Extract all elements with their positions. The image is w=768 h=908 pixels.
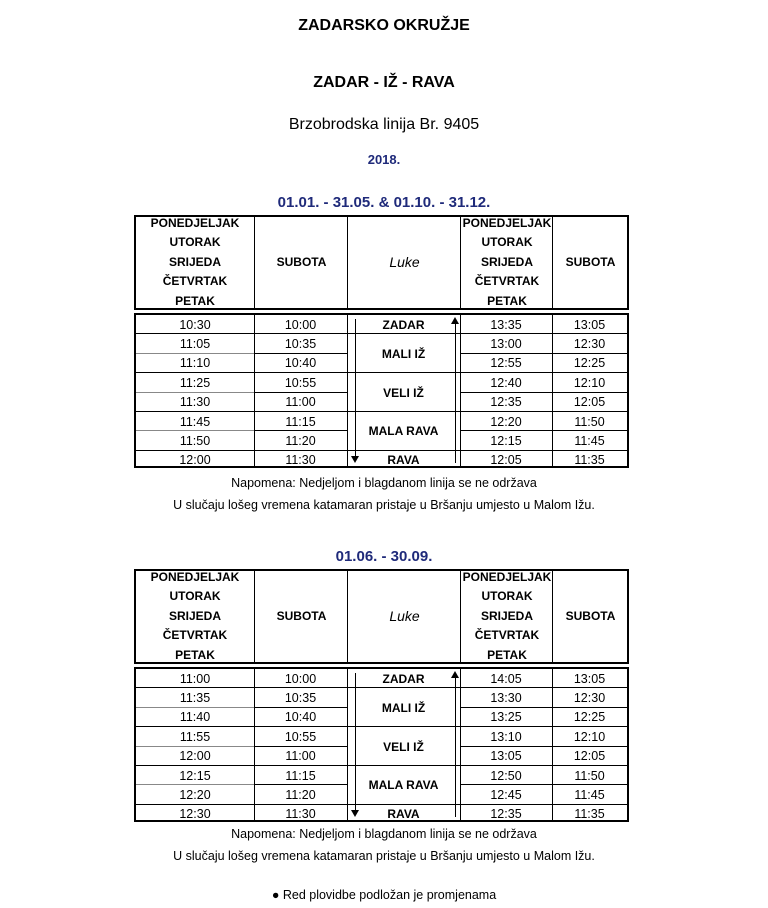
period-title: 01.01. - 31.05. & 01.10. - 31.12. (277, 194, 491, 211)
weekday-label: SRIJEDA (480, 608, 533, 623)
departure-time: 11:50 (179, 433, 211, 448)
departure-time: 10:55 (284, 375, 317, 390)
column-divider (460, 217, 461, 308)
weekday-label: PETAK (175, 293, 215, 308)
departure-time: 13:25 (490, 710, 522, 725)
weekday-label: PONEDJELJAK (462, 215, 552, 230)
ports-header: Luke (389, 607, 420, 624)
weekday-label: UTORAK (169, 589, 221, 604)
port-name: ZADAR (382, 671, 425, 686)
route-title: ZADAR - IŽ - RAVA (313, 74, 455, 91)
departure-time: 12:25 (573, 710, 606, 725)
departure-time: 11:45 (179, 414, 211, 429)
departure-time: 13:05 (573, 671, 606, 686)
departure-time: 12:30 (573, 690, 606, 705)
departure-time: 11:45 (574, 787, 605, 802)
port-name: RAVA (387, 453, 420, 468)
port-name: VELI IŽ (383, 385, 424, 400)
departure-time: 13:00 (490, 336, 522, 351)
port-name: ZADAR (382, 317, 425, 332)
table-header (134, 569, 629, 664)
departure-time: 12:05 (490, 453, 522, 468)
departure-time: 11:35 (574, 807, 605, 822)
departure-time: 12:20 (490, 414, 522, 429)
weekday-header (136, 217, 254, 308)
weekday-header (136, 571, 254, 662)
weekday-label: SRIJEDA (168, 254, 221, 269)
departure-time: 12:50 (490, 768, 522, 783)
departure-time: 11:45 (574, 433, 605, 448)
direction-line (355, 319, 356, 457)
column-divider (552, 217, 553, 308)
ports-header: Luke (389, 253, 420, 270)
departure-time: 11:15 (285, 414, 316, 429)
weekday-label: PETAK (487, 293, 527, 308)
departure-time: 11:25 (179, 375, 211, 390)
weekday-label: SRIJEDA (168, 608, 221, 623)
table-body (134, 313, 629, 468)
direction-line (455, 677, 456, 817)
departure-time: 10:00 (284, 317, 317, 332)
period-title: 01.06. - 30.09. (335, 548, 433, 565)
weekday-header (462, 571, 552, 662)
weekday-label: PONEDJELJAK (150, 215, 240, 230)
departure-time: 11:00 (285, 749, 316, 764)
departure-time: 13:10 (490, 729, 522, 744)
departure-time: 11:00 (179, 671, 211, 686)
weekday-label: PETAK (487, 647, 527, 662)
down-arrow-icon (351, 456, 359, 463)
column-divider (254, 217, 255, 308)
departure-time: 11:55 (179, 729, 211, 744)
column-divider (460, 571, 461, 662)
departure-time: 11:30 (285, 807, 316, 822)
departure-time: 12:30 (179, 807, 211, 822)
weekday-label: UTORAK (481, 589, 533, 604)
departure-time: 11:35 (179, 690, 211, 705)
departure-time: 12:00 (179, 453, 211, 468)
saturday-header: SUBOTA (565, 254, 616, 269)
departure-time: 12:15 (179, 768, 211, 783)
departure-time: 11:50 (574, 414, 605, 429)
departure-time: 13:35 (490, 317, 522, 332)
weekday-header (462, 217, 552, 308)
down-arrow-icon (351, 810, 359, 817)
saturday-header: SUBOTA (276, 608, 327, 623)
direction-line (355, 673, 356, 811)
weekday-label: PONEDJELJAK (150, 569, 240, 584)
up-arrow-icon (451, 671, 459, 678)
departure-time: 12:25 (573, 356, 606, 371)
departure-time: 13:05 (490, 749, 522, 764)
weekday-label: ČETVRTAK (474, 274, 540, 289)
table-header (134, 215, 629, 310)
column-divider (347, 217, 348, 308)
weekday-label: PONEDJELJAK (462, 569, 552, 584)
saturday-header: SUBOTA (565, 608, 616, 623)
saturday-header: SUBOTA (276, 254, 327, 269)
departure-time: 12:35 (490, 395, 522, 410)
departure-time: 12:05 (573, 395, 606, 410)
weekday-label: ČETVRTAK (162, 274, 228, 289)
port-name: MALA RAVA (368, 424, 439, 439)
weekday-label: UTORAK (481, 235, 533, 250)
departure-time: 12:20 (179, 787, 211, 802)
year: 2018. (367, 152, 401, 167)
column-divider (552, 571, 553, 662)
departure-time: 11:30 (285, 453, 316, 468)
note-weather: U slučaju lošeg vremena katamaran pristaje u Bršanju umjesto u Malom Ižu. (173, 849, 595, 863)
port-name: MALI IŽ (381, 346, 426, 361)
note-weather: U slučaju lošeg vremena katamaran pristaje u Bršanju umjesto u Malom Ižu. (173, 498, 595, 512)
departure-time: 12:40 (490, 375, 522, 390)
departure-time: 11:10 (179, 356, 211, 371)
departure-time: 11:35 (574, 453, 605, 468)
note-sundays: Napomena: Nedjeljom i blagdanom linija se ne održava (231, 827, 537, 841)
departure-time: 11:50 (574, 768, 605, 783)
note-sundays: Napomena: Nedjeljom i blagdanom linija se ne održava (231, 476, 537, 490)
departure-time: 12:00 (179, 749, 211, 764)
column-divider (254, 571, 255, 662)
departure-time: 10:40 (284, 356, 317, 371)
departure-time: 10:40 (284, 710, 317, 725)
footer-note: ● Red plovidbe podložan je promjenama (271, 888, 497, 902)
departure-time: 12:30 (573, 336, 606, 351)
weekday-label: UTORAK (169, 235, 221, 250)
departure-time: 10:30 (179, 317, 211, 332)
departure-time: 10:35 (284, 336, 317, 351)
departure-time: 13:05 (573, 317, 606, 332)
table-body (134, 667, 629, 822)
port-name: VELI IŽ (383, 739, 424, 754)
weekday-label: PETAK (175, 647, 215, 662)
departure-time: 11:05 (179, 336, 211, 351)
departure-time: 11:20 (285, 433, 316, 448)
up-arrow-icon (451, 317, 459, 324)
departure-time: 10:55 (284, 729, 317, 744)
departure-time: 10:35 (284, 690, 317, 705)
region-title: ZADARSKO OKRUŽJE (298, 17, 470, 34)
direction-line (455, 323, 456, 463)
departure-time: 12:55 (490, 356, 522, 371)
weekday-label: SRIJEDA (480, 254, 533, 269)
departure-time: 12:10 (573, 375, 606, 390)
departure-time: 12:15 (490, 433, 522, 448)
departure-time: 11:15 (285, 768, 316, 783)
departure-time: 11:30 (179, 395, 211, 410)
line-number: Brzobrodska linija Br. 9405 (288, 116, 480, 133)
departure-time: 12:05 (573, 749, 606, 764)
departure-time: 12:10 (573, 729, 606, 744)
departure-time: 11:40 (179, 710, 211, 725)
departure-time: 12:35 (490, 807, 522, 822)
port-name: MALA RAVA (368, 778, 439, 793)
departure-time: 11:00 (285, 395, 316, 410)
port-name: RAVA (387, 807, 420, 822)
port-name: MALI IŽ (381, 700, 426, 715)
departure-time: 13:30 (490, 690, 522, 705)
column-divider (347, 571, 348, 662)
departure-time: 12:45 (490, 787, 522, 802)
weekday-label: ČETVRTAK (162, 628, 228, 643)
departure-time: 10:00 (284, 671, 317, 686)
departure-time: 14:05 (490, 671, 522, 686)
weekday-label: ČETVRTAK (474, 628, 540, 643)
departure-time: 11:20 (285, 787, 316, 802)
